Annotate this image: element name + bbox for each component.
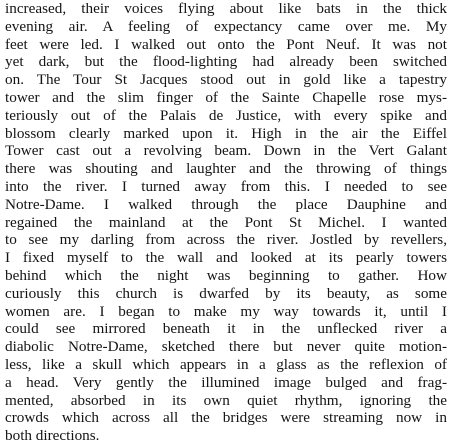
text-line: into the river. I turned away from this. I needed to see xyxy=(5,177,447,195)
document-page xyxy=(5,0,447,445)
text-line: I fixed myself to the wall and looked at its pearly towers xyxy=(5,249,447,267)
text-line: feet were led. I walked out onto the Pont Neuf. It was not xyxy=(5,35,447,53)
text-line: diabolic Notre-Dame, sketched there but never quite motion- xyxy=(5,338,447,356)
text-line: Tower cast out a revolving beam. Down in the Vert Galant xyxy=(5,142,447,160)
text-line: mented, absorbed in its own quiet rhythm, ignoring the xyxy=(5,391,447,409)
text-line: regained the mainland at the Pont St Michel. I wanted xyxy=(5,213,447,231)
text-line: yet dark, but the flood-lighting had already been switched xyxy=(5,53,447,71)
text-line: could see mirrored beneath it in the unflecked river a xyxy=(5,320,447,338)
text-line: increased, their voices flying about like bats in the thick xyxy=(5,0,447,17)
text-line: Notre-Dame. I walked through the place Dauphine and xyxy=(5,195,447,213)
text-line: teriously out of the Palais de Justice, with every spike and xyxy=(5,106,447,124)
text-line: there was shouting and laughter and the throwing of things xyxy=(5,160,447,178)
text-line: a head. Very gently the illumined image bulged and frag- xyxy=(5,373,447,391)
text-line: crowds which across all the bridges were streaming now in xyxy=(5,409,447,427)
text-line: curiously this church is dwarfed by its beauty, as some xyxy=(5,284,447,302)
text-line: evening air. A feeling of expectancy came over me. My xyxy=(5,17,447,35)
text-line: women are. I began to make my way towards it, until I xyxy=(5,302,447,320)
text-line: behind which the night was beginning to gather. How xyxy=(5,266,447,284)
text-line: to see my darling from across the river. Jostled by revellers, xyxy=(5,231,447,249)
text-line: tower and the slim finger of the Sainte Chapelle rose mys- xyxy=(5,88,447,106)
text-line: blossom clearly marked upon it. High in the air the Eiffel xyxy=(5,124,447,142)
text-line: less, like a skull which appears in a glass as the reflexion of xyxy=(5,355,447,373)
text-line-last: both directions. xyxy=(5,427,100,445)
text-line: on. The Tour St Jacques stood out in gold like a tapestry xyxy=(5,71,447,89)
